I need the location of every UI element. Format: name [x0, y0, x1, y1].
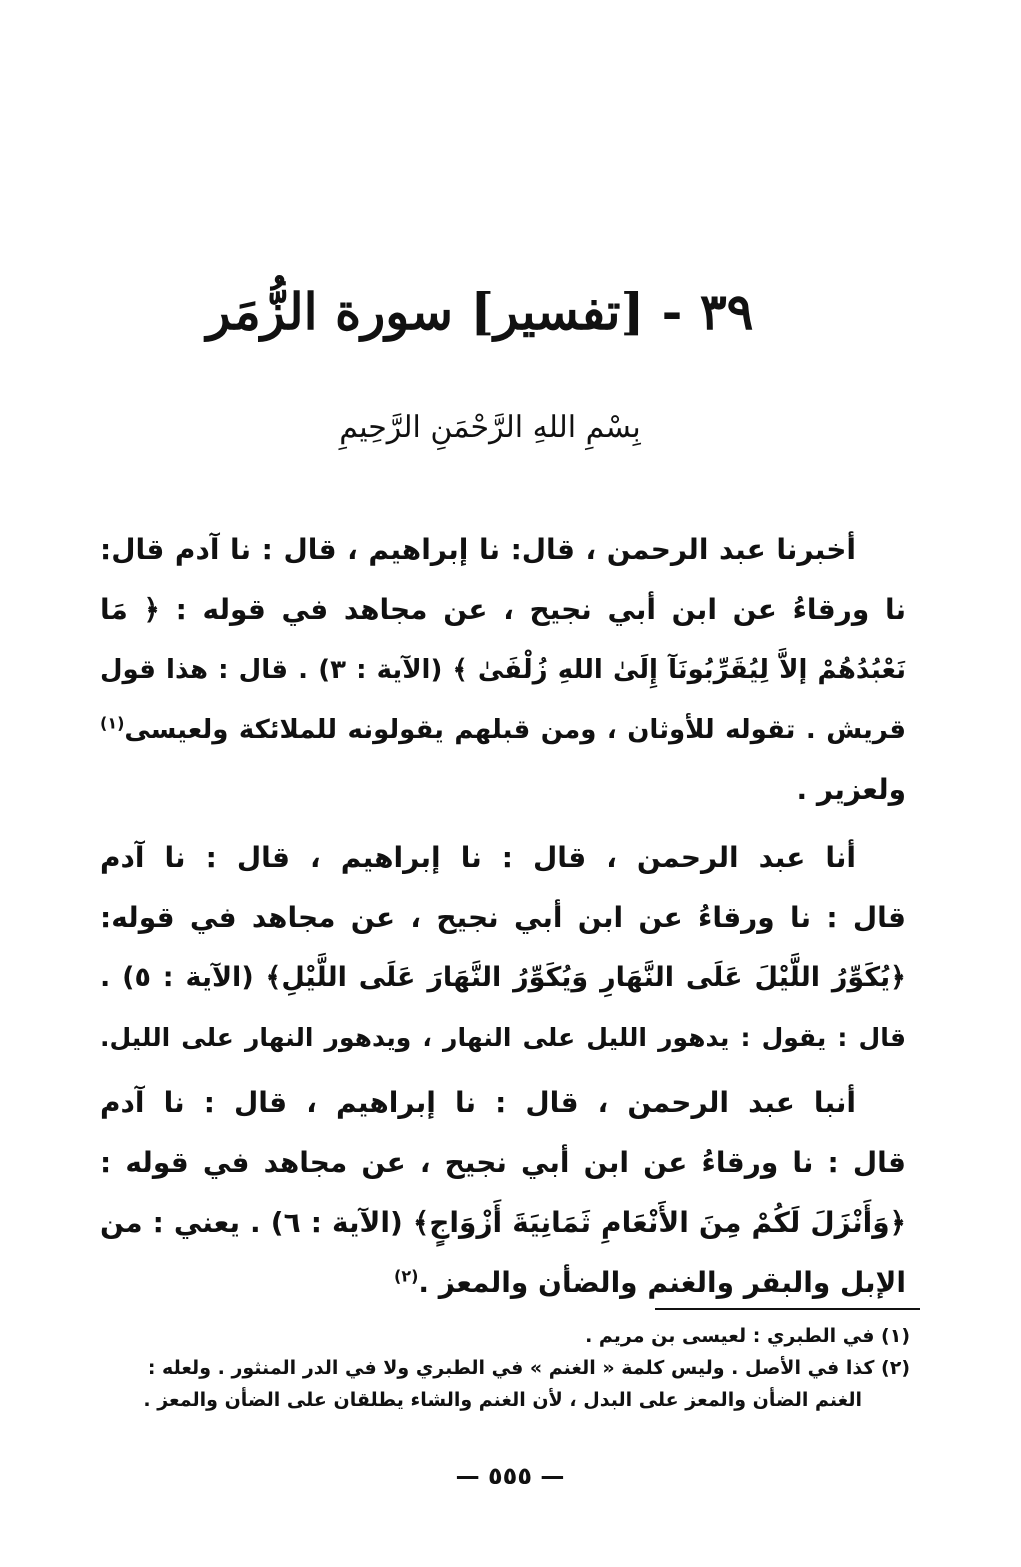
paragraph-3: [100, 1073, 906, 1313]
footnote-1: (١) في الطبري : لعيسى بن مريم .: [585, 1325, 910, 1347]
paragraph-line: ولعزير .: [796, 773, 906, 806]
paragraph-line: قال : نا ورقاءُ عن ابن أبي نجيح ، عن مجاهد في قوله :: [100, 1146, 906, 1179]
chapter-title: ٣٩ - [تفسير] سورة الزُّمَر: [206, 282, 754, 341]
paragraph-line: أنا عبد الرحمن ، قال : نا إبراهيم ، قال : نا آدم: [100, 841, 856, 874]
paragraph-line: قال : نا ورقاءُ عن ابن أبي نجيح ، عن مجاهد في قوله:: [100, 901, 906, 934]
paragraph-line: [100, 700, 906, 760]
paragraph-line: قال : يقول : يدهور الليل على النهار ، ويدهور النهار على الليل.: [100, 1023, 906, 1052]
footnote-2-continued: الغنم الضأن والمعز على البدل ، لأن الغنم والشاء يطلقان على الضأن والمعز .: [143, 1389, 862, 1411]
basmala: بِسْمِ اللهِ الرَّحْمَنِ الرَّحِيمِ: [339, 410, 641, 445]
paragraph-2: [100, 828, 906, 1068]
footnote-divider: [655, 1308, 920, 1310]
paragraph-line: [100, 1253, 906, 1313]
footnote-ref: (٢): [394, 1266, 419, 1286]
paragraph-line: ﴿يُكَوِّرُ اللَّيْلَ عَلَى النَّهَارِ وَيُكَوِّرُ النَّهَارَ عَلَى اللَّيْلِ﴾ (الآية : ٥) .: [100, 962, 906, 993]
footnote-ref: (١): [100, 713, 125, 733]
paragraph-1: [100, 520, 906, 820]
line-text: قريش . تقوله للأوثان ، ومن قبلهم يقولونه للملائكة ولعيسى: [124, 715, 906, 745]
paragraph-line: أخبرنا عبد الرحمن ، قال: نا إبراهيم ، قال : نا آدم قال:: [100, 533, 856, 566]
page-number: — ٥٥٥ —: [455, 1462, 565, 1490]
paragraph-line: أنبا عبد الرحمن ، قال : نا إبراهيم ، قال : نا آدم: [100, 1086, 856, 1119]
line-text: الإبل والبقر والغنم والضأن والمعز .: [418, 1266, 906, 1299]
footnote-2: (٢) كذا في الأصل . وليس كلمة « الغنم » في الطبري ولا في الدر المنثور . ولعله :: [147, 1357, 910, 1379]
paragraph-line: نا ورقاءُ عن ابن أبي نجيح ، عن مجاهد في قوله : ﴿ مَا: [100, 593, 906, 626]
paragraph-line: ﴿وَأَنْزَلَ لَكُمْ مِنَ الأَنْعَامِ ثَمَانِيَةَ أَزْوَاجٍ﴾ (الآية : ٦) . يعني : من: [100, 1206, 907, 1239]
footnotes: [100, 1320, 910, 1416]
paragraph-line: نَعْبُدُهُمْ إلاَّ لِيُقَرِّبُونَآ إِلَىٰ اللهِ زُلْفَىٰ ﴾ (الآية : ٣) . قال : هذا قول: [100, 655, 906, 685]
